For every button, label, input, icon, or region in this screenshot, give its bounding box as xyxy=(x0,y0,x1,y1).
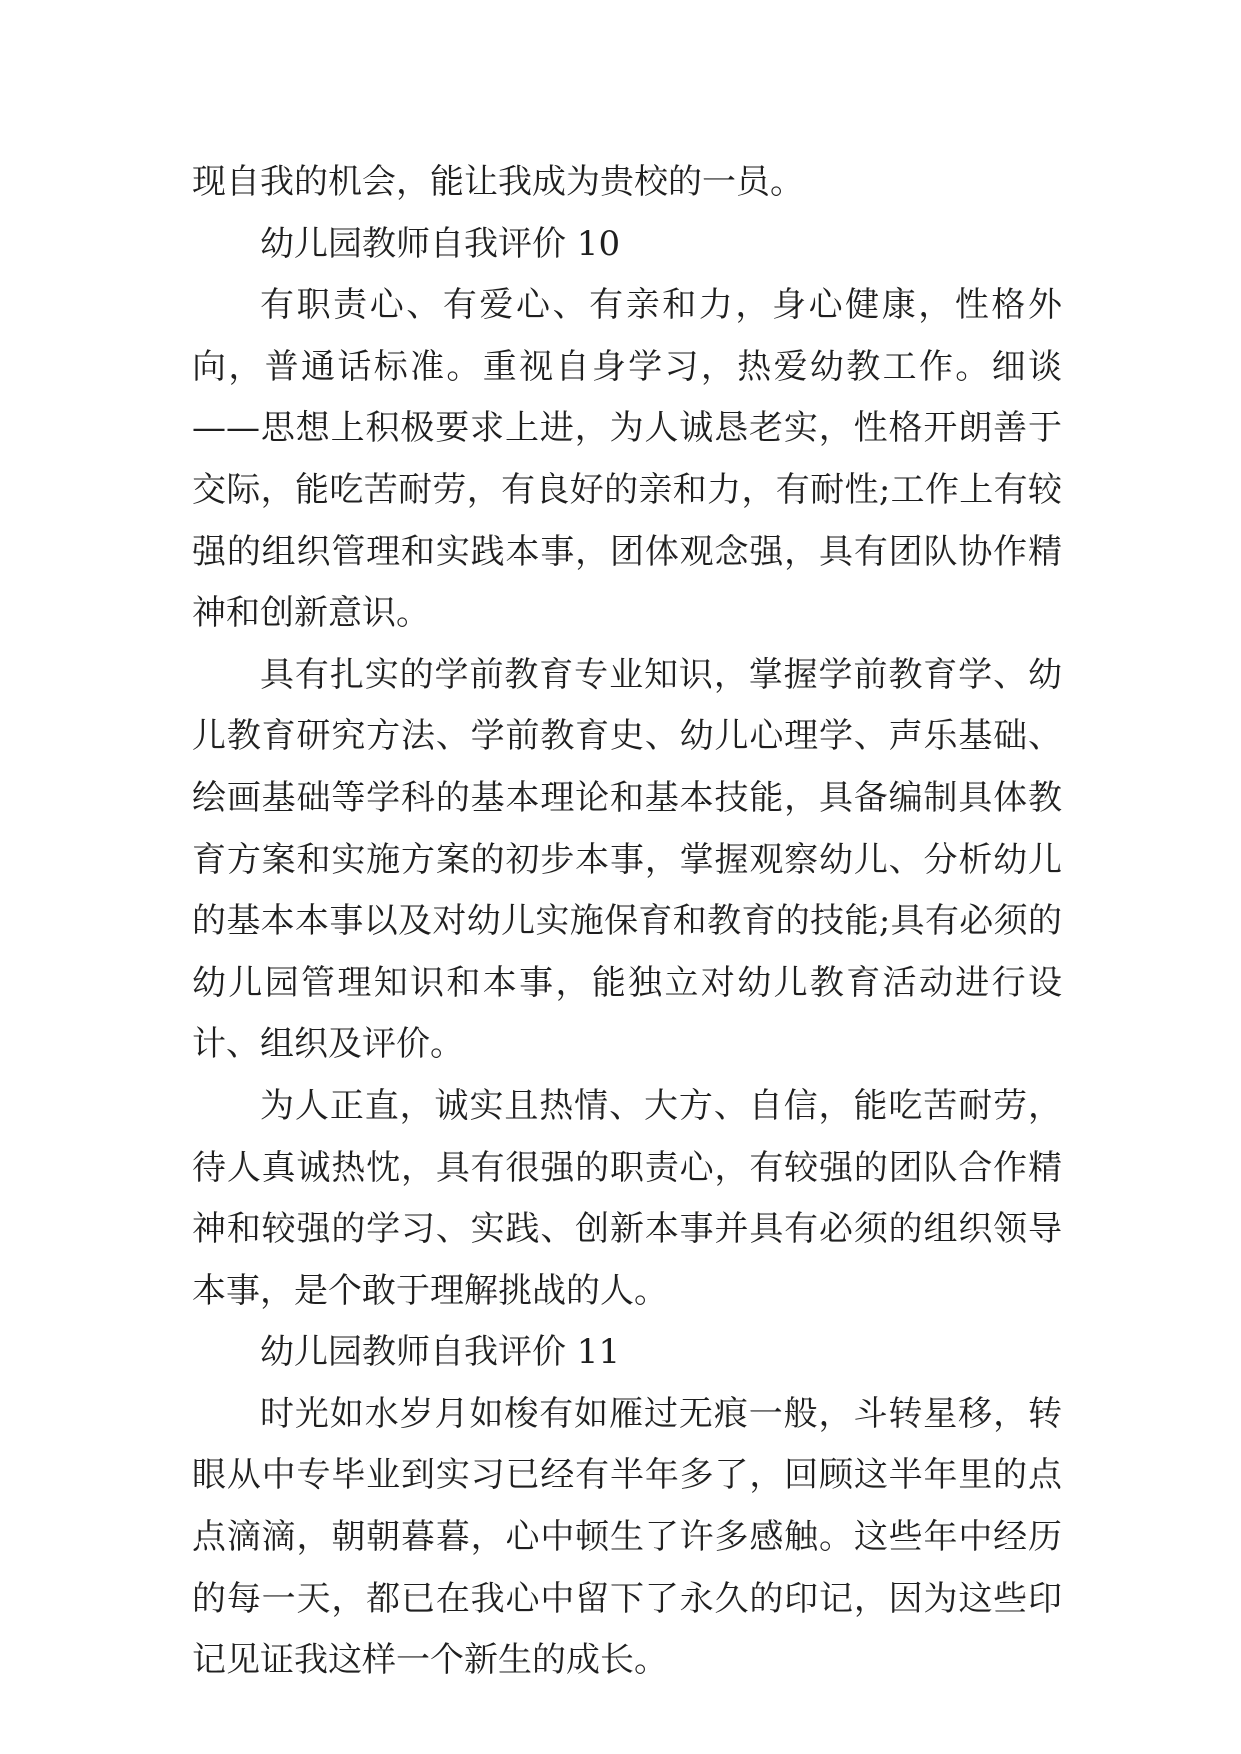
document-body xyxy=(192,152,1062,1692)
paragraph-body: 时光如水岁月如梭有如雁过无痕一般，斗转星移，转眼从中专毕业到实习已经有半年多了，回顾这半年里的点点滴滴，朝朝暮暮，心中顿生了许多感触。这些年中经历的每一天，都已在我心中留下了永久的印记，因为这些印记见证我这样一个新生的成长。 xyxy=(192,1393,1062,1681)
paragraph-continuation: 现自我的机会，能让我成为贵校的一员。 xyxy=(192,162,804,202)
paragraph-body: 有职责心、有爱心、有亲和力，身心健康，性格外向，普通话标准。重视自身学习，热爱幼教工作。细谈——思想上积极要求上进，为人诚恳老实，性格开朗善于交际，能吃苦耐劳，有良好的亲和力，有耐性;工作上有较强的组织管理和实践本事，团体观念强，具有团队协作精神和创新意识。 xyxy=(192,285,1062,634)
paragraph-body: 为人正直，诚实且热情、大方、自信，能吃苦耐劳，待人真诚热忱，具有很强的职责心，有较强的团队合作精神和较强的学习、实践、创新本事并具有必须的组织领导本事，是个敢于理解挑战的人。 xyxy=(192,1085,1062,1311)
section-heading-11: 幼儿园教师自我评价 11 xyxy=(260,1332,621,1373)
section-heading-10: 幼儿园教师自我评价 10 xyxy=(260,223,621,264)
paragraph-body: 具有扎实的学前教育专业知识，掌握学前教育学、幼儿教育研究方法、学前教育史、幼儿心理学、声乐基础、绘画基础等学科的基本理论和基本技能，具备编制具体教育方案和实施方案的初步本事，掌握观察幼儿、分析幼儿的基本本事以及对幼儿实施保育和教育的技能;具有必须的幼儿园管理知识和本事，能独立对幼儿教育活动进行设计、组织及评价。 xyxy=(192,654,1062,1065)
